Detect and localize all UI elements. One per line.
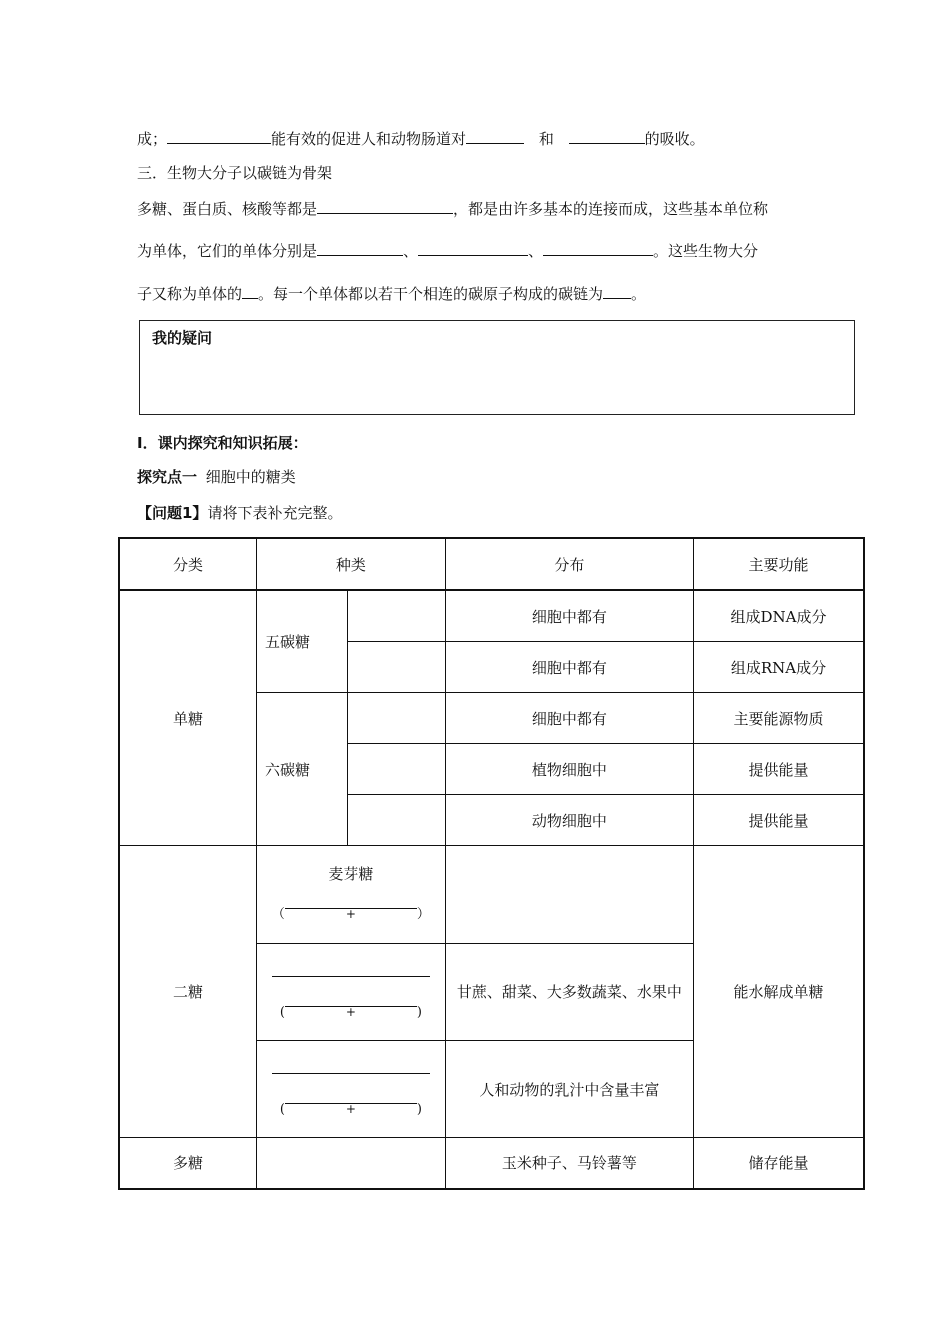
my-questions-box[interactable] <box>139 320 855 415</box>
plus-sign: + <box>285 1089 417 1104</box>
polysaccharide-label: 多糖 <box>119 1138 256 1189</box>
composition-blank[interactable] <box>257 894 445 935</box>
pentose-label: 五碳糖 <box>256 590 347 693</box>
composition-blank[interactable] <box>257 992 445 1033</box>
distribution-cell: 细胞中都有 <box>445 642 693 693</box>
header-type: 种类 <box>256 538 445 590</box>
inquiry-point-1 <box>137 467 296 487</box>
table-row <box>119 590 864 642</box>
text: 成； <box>137 130 168 148</box>
distribution-cell: 细胞中都有 <box>445 590 693 642</box>
fill-blank[interactable] <box>317 240 403 256</box>
fill-blank[interactable] <box>569 128 645 144</box>
inquiry-label: 探究点一 <box>137 468 198 486</box>
maltose-cell <box>256 846 445 944</box>
header-category: 分类 <box>119 538 256 590</box>
table-row <box>119 846 864 944</box>
function-cell: 提供能量 <box>694 744 864 795</box>
name-blank[interactable] <box>257 1049 445 1089</box>
distribution-cell: 动物细胞中 <box>445 795 693 846</box>
plus-sign: + <box>285 992 417 1007</box>
answer-cell[interactable] <box>256 1138 445 1189</box>
name-blank[interactable] <box>257 952 445 992</box>
answer-cell[interactable] <box>347 693 445 744</box>
fill-blank[interactable] <box>466 128 524 144</box>
maltose-label: 麦芽糖 <box>328 865 374 883</box>
fill-blank[interactable] <box>543 240 653 256</box>
fill-blank[interactable] <box>167 128 271 144</box>
sugar-table <box>118 537 865 1190</box>
answer-cell[interactable] <box>347 744 445 795</box>
question-text: 请将下表补充完整。 <box>207 504 343 522</box>
disaccharide-2-cell <box>256 944 445 1041</box>
text: ，都是由许多基本的连接而成，这些基本单位称 <box>453 200 769 218</box>
section-title: Ⅰ．课内探究和知识拓展： <box>137 434 308 452</box>
function-cell: 组成DNA成分 <box>694 590 864 642</box>
fill-blank[interactable] <box>317 198 453 214</box>
text: ) <box>416 1101 422 1117</box>
table-header-row <box>119 538 864 590</box>
paragraph-line-3 <box>137 240 758 261</box>
text: 。这些生物大分 <box>653 242 759 260</box>
paragraph-line-2 <box>137 198 768 219</box>
distribution-cell: 玉米种子、马铃薯等 <box>445 1138 693 1189</box>
text: ( <box>279 1004 285 1020</box>
distribution-cell: 细胞中都有 <box>445 693 693 744</box>
disaccharide-3-cell <box>256 1041 445 1138</box>
text: 、 <box>528 242 544 260</box>
hexose-label: 六碳糖 <box>256 693 347 846</box>
question-label: 【问题1】 <box>137 504 208 522</box>
text: 为单体，它们的单体分别是 <box>137 242 318 260</box>
text: 的吸收。 <box>644 130 705 148</box>
distribution-cell: 甘蔗、甜菜、大多数蔬菜、水果中 <box>445 944 693 1041</box>
header-distribution: 分布 <box>445 538 693 590</box>
text: 子又称为单体的 <box>137 285 243 303</box>
text: 能有效的促进人和动物肠道对 <box>271 130 467 148</box>
function-cell: 提供能量 <box>694 795 864 846</box>
answer-cell[interactable] <box>347 795 445 846</box>
text: ) <box>416 1004 422 1020</box>
plus-sign: + <box>285 894 417 909</box>
table-row <box>119 1138 864 1189</box>
text: 。 <box>631 285 647 303</box>
function-cell: 能水解成单糖 <box>694 846 864 1138</box>
distribution-cell[interactable] <box>445 846 693 944</box>
fill-blank[interactable] <box>418 240 528 256</box>
my-questions-title: 我的疑问 <box>152 329 213 347</box>
text: ） <box>416 907 430 922</box>
function-cell: 组成RNA成分 <box>694 642 864 693</box>
fill-blank[interactable] <box>242 283 258 299</box>
paragraph-line-4 <box>137 283 646 304</box>
inquiry-text: 细胞中的糖类 <box>205 468 296 486</box>
answer-cell[interactable] <box>347 642 445 693</box>
answer-cell[interactable] <box>347 590 445 642</box>
monosaccharide-label: 单糖 <box>119 590 256 846</box>
text: （ <box>271 907 285 922</box>
function-cell: 储存能量 <box>694 1138 864 1189</box>
text: 和 <box>538 130 554 148</box>
text: 、 <box>403 242 419 260</box>
fill-blank[interactable] <box>603 283 631 299</box>
distribution-cell: 植物细胞中 <box>445 744 693 795</box>
distribution-cell: 人和动物的乳汁中含量丰富 <box>445 1041 693 1138</box>
paragraph-line-1 <box>137 128 705 149</box>
section-heading-3: 三．生物大分子以碳链为骨架 <box>137 164 333 182</box>
text: 多糖、蛋白质、核酸等都是 <box>137 200 318 218</box>
composition-blank[interactable] <box>257 1089 445 1130</box>
text: ( <box>279 1101 285 1117</box>
question-1 <box>137 503 342 523</box>
disaccharide-label: 二糖 <box>119 846 256 1138</box>
text: 。每一个单体都以若干个相连的碳原子构成的碳链为 <box>258 285 604 303</box>
function-cell: 主要能源物质 <box>694 693 864 744</box>
header-function: 主要功能 <box>694 538 864 590</box>
